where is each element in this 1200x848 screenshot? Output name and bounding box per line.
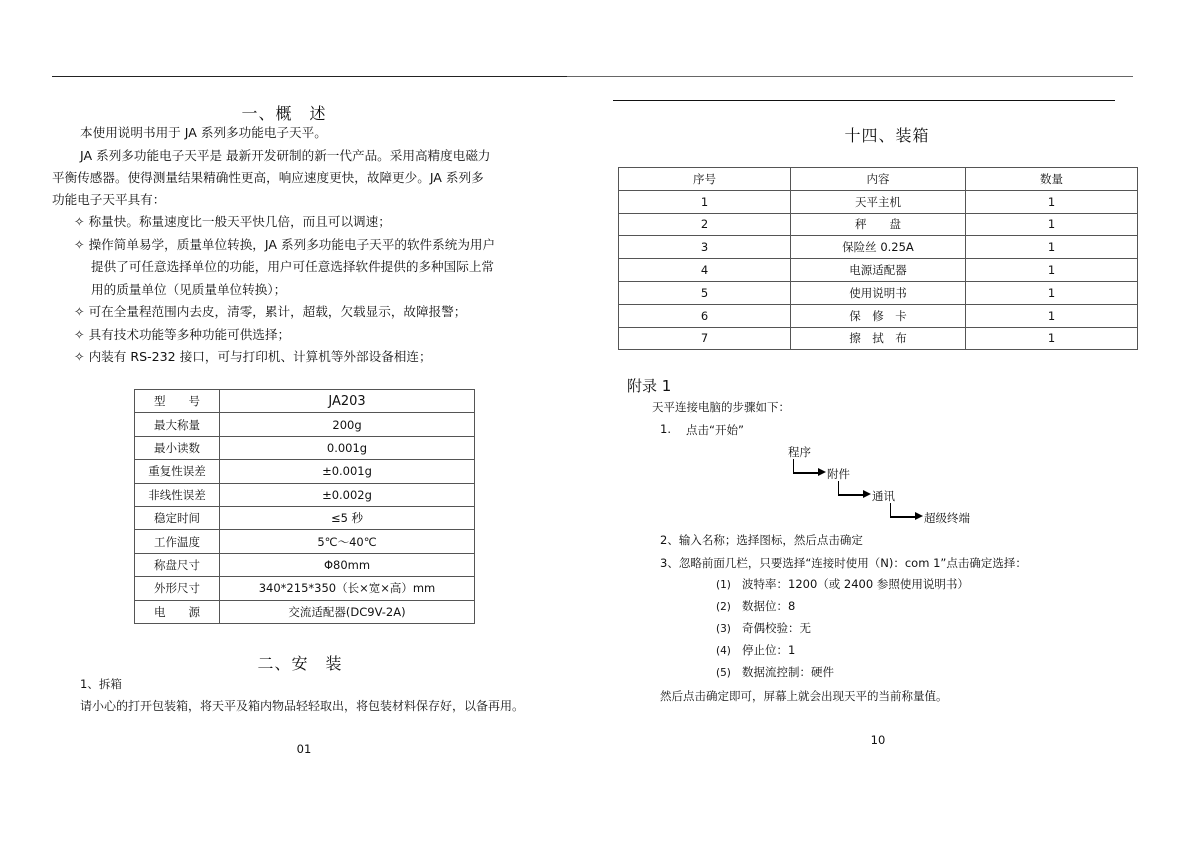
menu-path-communications: 通讯: [872, 489, 895, 503]
header-rule-left: [52, 76, 567, 77]
spec-value: JA203: [220, 390, 475, 413]
packing-index: 5: [619, 281, 791, 304]
diamond-bullet-icon: ✧: [74, 236, 85, 252]
diamond-bullet-icon: ✧: [74, 349, 85, 364]
spec-row: [135, 390, 475, 413]
header-rule-right: [567, 76, 1133, 77]
spec-row: [135, 530, 475, 553]
intro-para-line-3: 功能电子天平具有：: [52, 192, 166, 207]
packing-row: [619, 327, 1138, 350]
spec-row: [135, 413, 475, 436]
spec-row: [135, 553, 475, 576]
spec-value: 0.001g: [220, 436, 475, 459]
feature-list: [74, 211, 495, 369]
connector-line: [890, 516, 915, 518]
feature-item: [74, 234, 495, 257]
spec-row: [135, 600, 475, 623]
setting-text: 数据流控制：硬件: [742, 665, 834, 679]
diamond-bullet-icon: ✧: [74, 214, 85, 229]
packing-item: 擦 拭 布: [791, 327, 966, 350]
packing-quantity: 1: [966, 281, 1138, 304]
spec-table: [134, 389, 475, 624]
packing-item: 电源适配器: [791, 259, 966, 282]
feature-item-cont: 用的质量单位（见质量单位转换）；: [91, 281, 287, 297]
setting-number: (2): [716, 601, 731, 613]
setting-number: (4): [716, 645, 731, 657]
packing-quantity: 1: [966, 327, 1138, 350]
appendix-title: 附录 1: [627, 377, 672, 395]
appendix-intro: 天平连接电脑的步骤如下：: [652, 400, 790, 414]
packing-index: 4: [619, 259, 791, 282]
feature-text: 操作简单易学，质量单位转换，JA 系列多功能电子天平的软件系统为用户: [88, 236, 496, 252]
setting-text: 停止位：1: [742, 643, 796, 657]
setting-item: [716, 621, 969, 643]
spec-key: 型 号: [135, 390, 220, 413]
feature-item-cont: 提供了可任意选择单位的功能，用户可任意选择软件提供的多种国际上常: [91, 259, 494, 274]
step3-text: 3、忽略前面几栏，只要选择“连接时使用（N)：com 1”点击确定选择：: [660, 556, 1027, 570]
spec-value: ±0.001g: [220, 460, 475, 483]
arrow-right-icon: [915, 512, 923, 520]
packing-index: 3: [619, 236, 791, 259]
packing-row: [619, 304, 1138, 327]
diamond-bullet-icon: ✧: [74, 304, 85, 319]
packing-item: 使用说明书: [791, 281, 966, 304]
spec-row: [135, 577, 475, 600]
packing-quantity: 1: [966, 190, 1138, 213]
feature-text: 具有技术功能等多种功能可供选择；: [88, 326, 291, 342]
feature-item: [74, 324, 495, 347]
spec-value: ≤5 秒: [220, 506, 475, 529]
packing-index: 6: [619, 304, 791, 327]
right-page-rule: [613, 100, 1115, 101]
setting-text: 奇偶校验：无: [742, 621, 811, 635]
packing-row: [619, 190, 1138, 213]
spec-row: [135, 436, 475, 459]
diamond-bullet-icon: ✧: [74, 326, 85, 342]
intro-para-line-2: 平衡传感器。使得测量结果精确性更高，响应速度更快，故障更少。JA 系列多: [52, 170, 484, 185]
spec-value: 5℃～40℃: [220, 530, 475, 553]
packing-row: [619, 281, 1138, 304]
packing-table: [618, 167, 1138, 350]
intro-line: 本使用说明书用于 JA 系列多功能电子天平。: [80, 125, 327, 140]
subsection-unpack-title: 1、拆箱: [80, 677, 122, 691]
page-number-left: 01: [296, 742, 312, 756]
packing-index: 7: [619, 327, 791, 350]
setting-item: [716, 577, 969, 599]
packing-item: 保 修 卡: [791, 304, 966, 327]
section-title-install: 二、安 装: [257, 654, 343, 673]
setting-number: (3): [716, 623, 731, 635]
spec-key: 最小读数: [135, 436, 220, 459]
menu-path-programs: 程序: [788, 445, 811, 459]
feature-text: 内装有 RS-232 接口，可与打印机、计算机等外部设备相连；: [88, 349, 432, 364]
spec-row: [135, 483, 475, 506]
packing-quantity: 1: [966, 304, 1138, 327]
connector-line: [890, 503, 891, 517]
setting-item: [716, 643, 969, 665]
packing-row: [619, 236, 1138, 259]
packing-item: 天平主机: [791, 190, 966, 213]
spec-value: Φ80mm: [220, 553, 475, 576]
packing-index: 2: [619, 213, 791, 236]
spec-key: 重复性误差: [135, 460, 220, 483]
page-number-right: 10: [870, 733, 886, 747]
spec-value: 200g: [220, 413, 475, 436]
section-title-packing: 十四、装箱: [844, 126, 930, 145]
packing-item: 秤 盘: [791, 213, 966, 236]
menu-path-accessories: 附件: [827, 467, 850, 481]
connector-line: [793, 472, 818, 474]
closing-text: 然后点击确定即可，屏幕上就会出现天平的当前称量值。: [660, 689, 948, 703]
packing-quantity: 1: [966, 236, 1138, 259]
packing-item: 保险丝 0.25A: [791, 236, 966, 259]
packing-row: [619, 213, 1138, 236]
spec-key: 稳定时间: [135, 506, 220, 529]
setting-item: [716, 599, 969, 621]
header-cell: 序号: [619, 168, 791, 191]
packing-quantity: 1: [966, 259, 1138, 282]
spec-key: 工作温度: [135, 530, 220, 553]
step1-text: 点击“开始”: [686, 423, 744, 437]
header-cell: 数量: [966, 168, 1138, 191]
connector-line: [793, 459, 794, 473]
feature-item: [74, 301, 495, 324]
packing-table-header: [619, 168, 1138, 191]
unpack-text: 请小心的打开包装箱，将天平及箱内物品轻轻取出，将包装材料保存好，以备再用。: [80, 699, 525, 713]
intro-para-line-1: JA 系列多功能电子天平是 最新开发研制的新一代产品。采用高精度电磁力: [80, 148, 491, 163]
spec-key: 非线性误差: [135, 483, 220, 506]
spec-key: 外形尺寸: [135, 577, 220, 600]
section-title-overview: 一、概 述: [241, 104, 327, 123]
feature-item: [74, 346, 495, 369]
packing-quantity: 1: [966, 213, 1138, 236]
connector-line: [838, 494, 863, 496]
packing-index: 1: [619, 190, 791, 213]
spec-key: 电 源: [135, 600, 220, 623]
feature-text: 可在全量程范围内去皮，清零，累计，超载，欠载显示，故障报警；: [88, 304, 467, 319]
setting-item: [716, 665, 969, 687]
setting-number: (5): [716, 667, 731, 679]
arrow-right-icon: [818, 468, 826, 476]
packing-row: [619, 259, 1138, 282]
setting-text: 数据位：8: [742, 599, 796, 613]
spec-value: ±0.002g: [220, 483, 475, 506]
spec-key: 最大称量: [135, 413, 220, 436]
spec-row: [135, 460, 475, 483]
setting-text: 波特率：1200（或 2400 参照使用说明书）: [742, 577, 969, 591]
header-cell: 内容: [791, 168, 966, 191]
step2-text: 2、输入名称；选择图标，然后点击确定: [660, 533, 863, 547]
menu-path-hyperterminal: 超级终端: [924, 511, 970, 525]
spec-key: 称盘尺寸: [135, 553, 220, 576]
step1-number: 1.: [660, 422, 671, 436]
feature-item: [74, 211, 495, 234]
settings-list: [716, 577, 969, 687]
setting-number: (1): [716, 579, 731, 591]
spec-row: [135, 506, 475, 529]
arrow-right-icon: [863, 490, 871, 498]
connector-line: [838, 481, 839, 495]
spec-value: 340*215*350（长×宽×高）mm: [220, 577, 475, 600]
feature-text: 称量快。称量速度比一般天平快几倍，而且可以调速；: [88, 214, 391, 229]
spec-value: 交流适配器(DC9V-2A): [220, 600, 475, 623]
